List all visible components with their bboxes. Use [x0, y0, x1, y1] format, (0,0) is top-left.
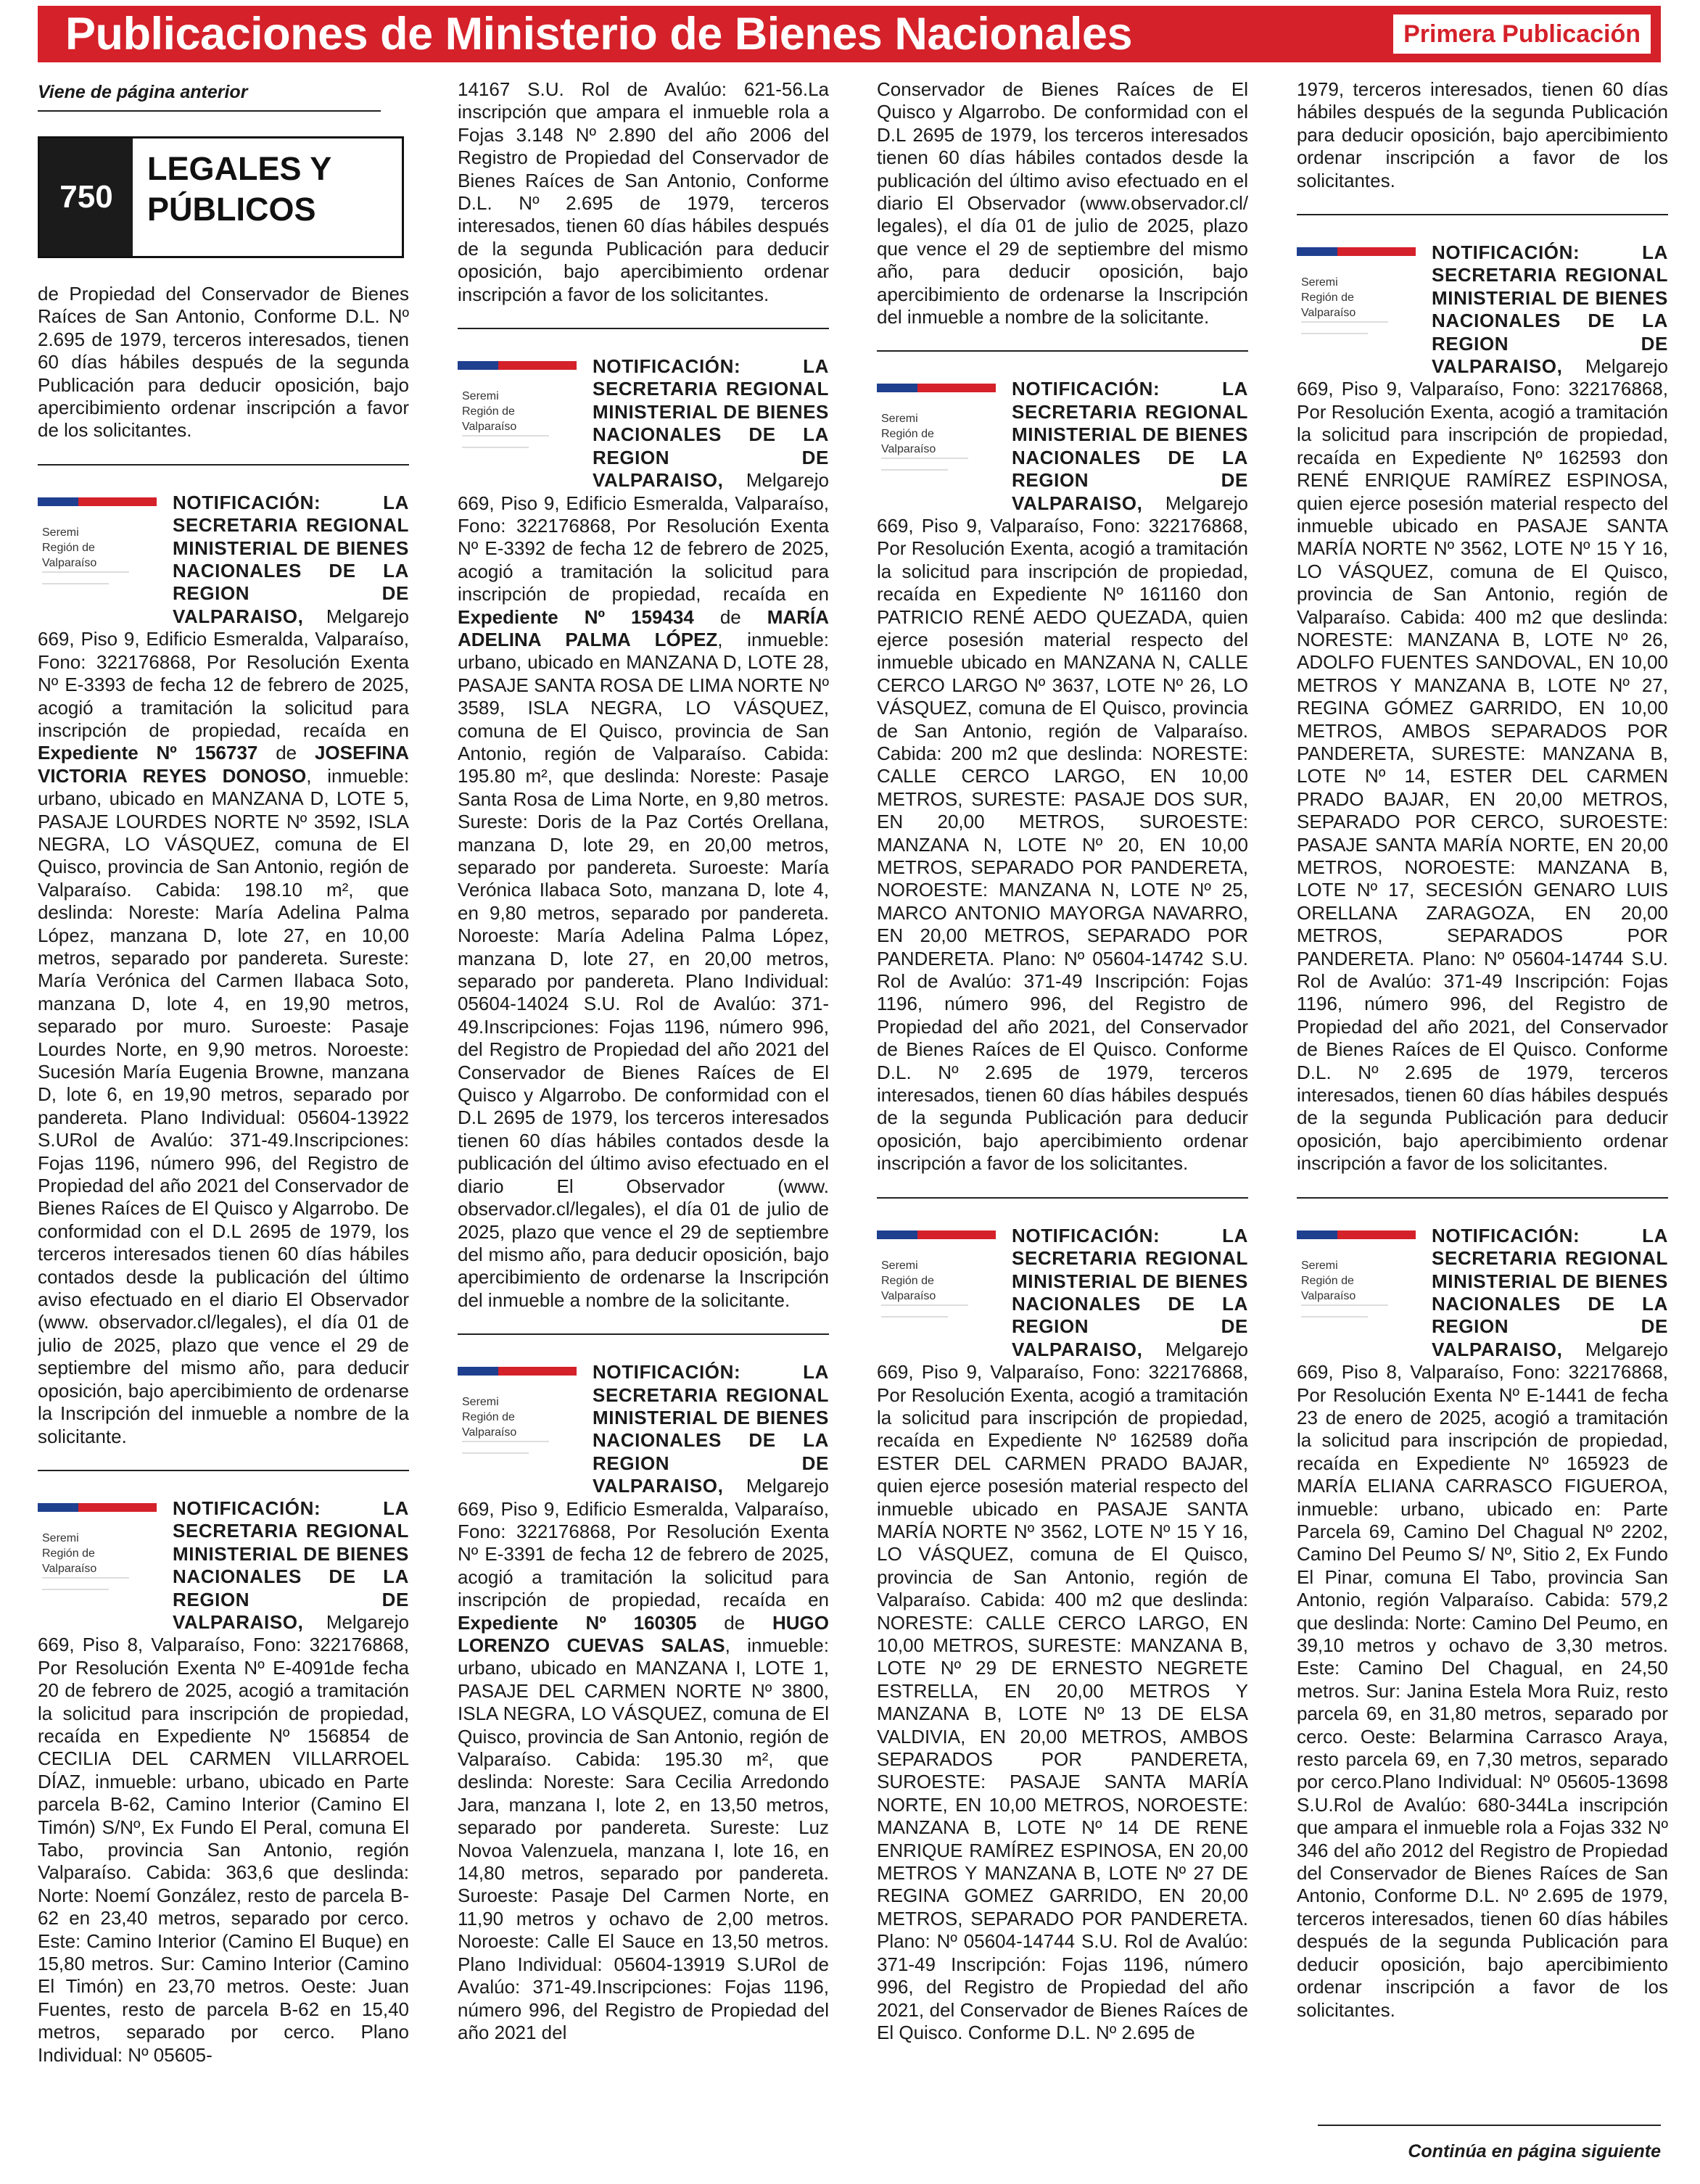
section-title-line: LEGALES Y	[147, 150, 332, 187]
next-page-note: Continúa en página siguiente	[1408, 2141, 1661, 2162]
notice	[458, 355, 829, 1312]
notice	[877, 378, 1248, 1175]
divider	[1318, 2125, 1661, 2126]
notice	[877, 1225, 1248, 2045]
notice-text: NOTIFICACIÓN: LA SECRETARIA REGIONAL MINISTERIAL DE BIENES NACIONALES DE LA REGION DE VALPARAISO, Melgarejo 669, Piso 9, Edificio Esmeralda, Valparaíso, Fono: 322176868, Por Resolución Exenta Nº E-3392 de fecha 12 de febrero de 2025, acogió a tramitación la solicitud para inscripción de propiedad, recaída en Expediente Nº 159434 de MARÍA ADELINA PALMA LÓPEZ, inmueble: urbano, ubicado en MANZANA D, LOTE 28, PASAJE SANTA ROSA DE LIMA NORTE Nº 3589, ISLA NEGRA, LO VÁSQUEZ, comuna de El Quisco, provincia de San Antonio, región de Valparaíso. Cabida: 195.80 m², que deslinda: Noreste: Pasaje Santa Rosa de Lima Norte, en 9,80 metros. Sureste: Doris de la Paz Cortés Orellana, manzana D, lote 29, en 20,00 metros, separado por pandereta. Suroeste: María Verónica Ilabaca Soto, manzana D, lote 4, en 9,80 metros, separado por pandereta. Noroeste: María Adelina Palma López, manzana D, lote 27, en 20,00 metros, separado por pandereta. Plano Individual: 05604-14024 S.U. Rol de Avalúo: 371-49.Inscripciones: Fojas 1196, número 996, del Registro de Propiedad del año 2021 del Conservador de Bienes Raíces de El Quisco y Algarrobo. De conformidad con el D.L 2695 de 1979, los terceros interesados tienen 60 días hábiles contados desde la publicación del último aviso efectuado en el diario El Observador (www. observador.cl/legales), el día 01 de julio de 2025, plazo que vence el 29 de septiembre del mismo año, para deducir oposición, bajo apercibimiento de ordenarse la Inscripción del inmueble a nombre de la solicitante.	[458, 355, 829, 1311]
carry-over-text: 14167 S.U. Rol de Avalúo: 621-56.La inscripción que ampara el inmueble rola a Fojas 3.148 Nº 2.890 del año 2006 del Registro de Propiedad del Conservador de Bienes Raíces de San Antonio, Conforme D.L. Nº 2.695 de 1979, terceros interesados, tienen 60 días hábiles después de la segunda Publicación para deducir oposición, bajo apercibimiento ordenar inscripción a favor de los solicitantes.	[458, 78, 829, 305]
notice-text: NOTIFICACIÓN: LA SECRETARIA REGIONAL MINISTERIAL DE BIENES NACIONALES DE LA REGION DE VALPARAISO, Melgarejo 669, Piso 8, Valparaíso, Fono: 322176868, Por Resolución Exenta Nº E-1441 de fecha 23 de enero de 2025, acogió a tramitación la solicitud para inscripción de propiedad, recaída en Expediente Nº 165923 de MARÍA ELIANA CARRASCO FIGUEROA, inmueble: urbano, ubicado en: Parte Parcela 69, Camino Del Chagual Nº 2202, Camino Del Peumo S/ Nº, Sitio 2, Ex Fundo El Pinar, comuna El Tabo, provincia San Antonio, región Valparaíso. Cabida: 579,2 que deslinda: Norte: Camino Del Peumo, en 39,10 metros y ochavo de 3,30 metros. Este: Camino Del Chagual, en 24,50 metros. Sur: Janina Estela Mora Ruiz, resto parcela 69, en 31,80 metros, separado por cerco. Oeste: Belarmina Carrasco Araya, resto parcela 69, en 7,30 metros, separado por cerco.Plano Individual: Nº 05605-13698 S.U.Rol de Avalúo: 680-344La inscripción que ampara el inmueble rola a Fojas 332 Nº 346 del año 2012 del Registro de Propiedad del Conservador de Bienes Raíces de San Antonio, Conforme D.L. Nº 2.695 de 1979, terceros interesados, tienen 60 días hábiles después de la segunda Publicación para deducir oposición, bajo apercibimiento ordenar inscripción a favor de los solicitantes.	[1297, 1224, 1668, 2021]
notice	[1297, 1225, 1668, 2022]
publication-badge: Primera Publicación	[1393, 15, 1651, 54]
seremi-logo: Seremi Región de Valparaíso	[38, 497, 168, 613]
section-title	[133, 138, 331, 256]
seremi-logo: Seremi Región de Valparaíso	[458, 1367, 588, 1483]
seremi-logo: Seremi Región de Valparaíso	[38, 1503, 168, 1619]
page-banner	[38, 6, 1661, 62]
seremi-logo: Seremi Región de Valparaíso	[1297, 1230, 1427, 1347]
seremi-logo: Seremi Región de Valparaíso	[458, 361, 588, 477]
divider	[1297, 1197, 1668, 1199]
divider	[877, 350, 1248, 352]
divider	[458, 1333, 829, 1335]
notice-text: NOTIFICACIÓN: LA SECRETARIA REGIONAL MINISTERIAL DE BIENES NACIONALES DE LA REGION DE VALPARAISO, Melgarejo 669, Piso 9, Valparaíso, Fono: 322176868, Por Resolución Exenta, acogió a tramitación la solicitud para inscripción de propiedad, recaída en Expediente Nº 162589 doña ESTER DEL CARMEN PRADO BAJAR, quien ejerce posesión material respecto del inmueble ubicado en PASAJE SANTA MARÍA NORTE Nº 3562, LOTE Nº 15 Y 16, LO VÁSQUEZ, comuna de El Quisco, provincia de San Antonio, región de Valparaíso. Cabida: 400 m2 que deslinda: NORESTE: CALLE CERCO LARGO, EN 10,00 METROS, SURESTE: MANZANA B, LOTE Nº 29 DE ERNESTO NEGRETE ESTRELLA, EN 20,00 METROS Y MANZANA B, LOTE Nº 13 DE ELSA VALDIVIA, EN 20,00 METROS, AMBOS SEPARADOS POR PANDERETA, SUROESTE: PASAJE SANTA MARÍA NORTE, EN 10,00 METROS, NOROESTE: MANZANA B, LOTE Nº 14 DE RENE ENRIQUE RAMÍREZ ESPINOSA, EN 20,00 METROS Y MANZANA B, LOTE Nº 27 DE REGINA GOMEZ GARRIDO, EN 20,00 METROS, SEPARADO POR PANDERETA. Plano: Nº 05604-14744 S.U. Rol de Avalúo: 371-49 Inscripción: Fojas 1196, número 996, del Registro de Propiedad del año 2021, del Conservador de Bienes Raíces de El Quisco. Conforme D.L. Nº 2.695 de	[877, 1224, 1248, 2043]
notice	[1297, 241, 1668, 1175]
notice-heading: NOTIFICACIÓN: LA SECRETARIA REGIONAL MINISTERIAL DE BIENES NACIONALES DE LA REGION DE VALPARAISO,	[1012, 1224, 1248, 1360]
notice-heading: NOTIFICACIÓN: LA SECRETARIA REGIONAL MINISTERIAL DE BIENES NACIONALES DE LA REGION DE VALPARAISO,	[173, 491, 409, 627]
carry-over-text: de Propiedad del Conservador de Bienes Raíces de San Antonio, Conforme D.L. Nº 2.695 de 1979, terceros interesados, tienen 60 días hábiles después de la segunda Publicación para deducir oposición, bajo apercibimiento ordenar inscripción a favor de los solicitantes.	[38, 283, 409, 442]
notice-heading: NOTIFICACIÓN: LA SECRETARIA REGIONAL MINISTERIAL DE BIENES NACIONALES DE LA REGION DE VALPARAISO,	[1432, 1224, 1668, 1360]
seremi-logo: Seremi Región de Valparaíso	[1297, 247, 1427, 363]
notice	[458, 1361, 829, 2044]
notice-heading: NOTIFICACIÓN: LA SECRETARIA REGIONAL MINISTERIAL DE BIENES NACIONALES DE LA REGION DE VALPARAISO,	[593, 355, 829, 492]
divider	[877, 1197, 1248, 1199]
section-number: 750	[40, 138, 133, 256]
notice	[38, 492, 409, 1448]
notice-text: NOTIFICACIÓN: LA SECRETARIA REGIONAL MINISTERIAL DE BIENES NACIONALES DE LA REGION DE VALPARAISO, Melgarejo 669, Piso 9, Edificio Esmeralda, Valparaíso, Fono: 322176868, Por Resolución Exenta Nº E-3393 de fecha 12 de febrero de 2025, acogió a tramitación la solicitud para inscripción de propiedad, recaída en Expediente Nº 156737 de JOSEFINA VICTORIA REYES DONOSO, inmueble: urbano, ubicado en MANZANA D, LOTE 5, PASAJE LOURDES NORTE Nº 3592, ISLA NEGRA, LO VÁSQUEZ, comuna de El Quisco, provincia de San Antonio, región de Valparaíso. Cabida: 198.10 m², que deslinda: Noreste: María Adelina Palma López, manzana D, lote 27, en 10,00 metros, separado por pandereta. Sureste: María Verónica del Carmen Ilabaca Soto, manzana D, lote 4, en 19,90 metros, separado por muro. Suroeste: Pasaje Lourdes Norte, en 9,90 metros. Noroeste: Sucesión María Eugenia Browne, manzana D, lote 6, en 19,90 metros, separado por pandereta. Plano Individual: 05604-13922 S.URol de Avalúo: 371-49.Inscripciones: Fojas 1196, número 996, del Registro de Propiedad del año 2021 del Conservador de Bienes Raíces de El Quisco y Algarrobo. De conformidad con el D.L 2695 de 1979, los terceros interesados tienen 60 días hábiles contados desde la publicación del último aviso efectuado en el diario El Observador (www. observador.cl/legales), el día 01 de julio de 2025, plazo que vence el 29 de septiembre del mismo año, para deducir oposición, bajo apercibimiento de ordenarse la Inscripción del inmueble a nombre de la solicitante.	[38, 491, 409, 1447]
carry-over-text: 1979, terceros interesados, tienen 60 días hábiles después de la segunda Publicación para deducir oposición, bajo apercibimiento ordenar inscripción a favor de los solicitantes.	[1297, 78, 1668, 191]
column-3	[877, 78, 1248, 2167]
notice-heading: NOTIFICACIÓN: LA SECRETARIA REGIONAL MINISTERIAL DE BIENES NACIONALES DE LA REGION DE VALPARAISO,	[1432, 241, 1668, 378]
notice-heading: NOTIFICACIÓN: LA SECRETARIA REGIONAL MINISTERIAL DE BIENES NACIONALES DE LA REGION DE VALPARAISO,	[593, 1361, 829, 1497]
carry-over-text: Conservador de Bienes Raíces de El Quisco y Algarrobo. De conformidad con el D.L 2695 de 1979, los terceros interesados tienen 60 días hábiles contados desde la publicación del último aviso efectuado en el diario El Observador (www.observador.cl/ legales), el día 01 de julio de 2025, plazo que vence el 29 de septiembre del mismo año, para deducir oposición, bajo apercibimiento de ordenarse la Inscripción del inmueble a nombre de la solicitante.	[877, 78, 1248, 328]
column-2	[458, 78, 829, 2167]
divider	[458, 328, 829, 329]
seremi-logo: Seremi Región de Valparaíso	[877, 1230, 1007, 1347]
column-1	[38, 78, 409, 2167]
notice-heading: NOTIFICACIÓN: LA SECRETARIA REGIONAL MINISTERIAL DE BIENES NACIONALES DE LA REGION DE VALPARAISO,	[173, 1497, 409, 1633]
divider	[38, 1470, 409, 1471]
notice-text: NOTIFICACIÓN: LA SECRETARIA REGIONAL MINISTERIAL DE BIENES NACIONALES DE LA REGION DE VALPARAISO, Melgarejo 669, Piso 8, Valparaíso, Fono: 322176868, Por Resolución Exenta Nº E-4091de fecha 20 de febrero de 2025, acogió a tramitación la solicitud para inscripción de propiedad, recaída en Expediente Nº 156854 de CECILIA DEL CARMEN VILLARROEL DÍAZ, inmueble: urbano, ubicado en Parte parcela B-62, Camino Interior (Camino El Timón) S/Nº, Ex Fundo El Peral, comuna El Tabo, provincia San Antonio, región Valparaíso. Cabida: 363,6 que deslinda: Norte: Noemí González, resto de parcela B-62 en 23,40 metros, separado por cerco. Este: Camino Interior (Camino El Buque) en 15,80 metros. Sur: Camino Interior (Camino El Timón) en 23,70 metros. Oeste: Juan Fuentes, resto de parcela B-62 en 15,40 metros, separado por cerco. Plano Individual: Nº 05605-	[38, 1497, 409, 2066]
notice-text: NOTIFICACIÓN: LA SECRETARIA REGIONAL MINISTERIAL DE BIENES NACIONALES DE LA REGION DE VALPARAISO, Melgarejo 669, Piso 9, Valparaíso, Fono: 322176868, Por Resolución Exenta, acogió a tramitación la solicitud para inscripción de propiedad, recaída en Expediente Nº 161160 don PATRICIO RENÉ AEDO QUEZADA, quien ejerce posesión material respecto del inmueble ubicado en MANZANA N, CALLE CERCO LARGO Nº 3637, LOTE Nº 26, LO VÁSQUEZ, comuna de El Quisco, provincia de San Antonio, región de Valparaíso. Cabida: 200 m2 que deslinda: NORESTE: CALLE CERCO LARGO, EN 10,00 METROS, SURESTE: PASAJE DOS SUR, EN 20,00 METROS, SUROESTE: MANZANA N, LOTE Nº 20, EN 10,00 METROS, SEPARADO POR PANDERETA, NOROESTE: MANZANA N, LOTE Nº 25, MARCO ANTONIO MAYORGA NAVARRO, EN 20,00 METROS, SEPARADO POR PANDERETA. Plano: Nº 05604-14742 S.U. Rol de Avalúo: 371-49 Inscripción: Fojas 1196, número 996, del Registro de Propiedad del año 2021, del Conservador de Bienes Raíces de El Quisco. Conforme D.L. Nº 2.695 de 1979, terceros interesados, tienen 60 días hábiles después de la segunda Publicación para deducir oposición, bajo apercibimiento ordenar inscripción a favor de los solicitantes.	[877, 378, 1248, 1175]
page-title: Publicaciones de Ministerio de Bienes Nacionales	[65, 9, 1132, 59]
notice-heading: NOTIFICACIÓN: LA SECRETARIA REGIONAL MINISTERIAL DE BIENES NACIONALES DE LA REGION DE VALPARAISO,	[1012, 378, 1248, 514]
notice-text: NOTIFICACIÓN: LA SECRETARIA REGIONAL MINISTERIAL DE BIENES NACIONALES DE LA REGION DE VALPARAISO, Melgarejo 669, Piso 9, Valparaíso, Fono: 322176868, Por Resolución Exenta, acogió a tramitación la solicitud para inscripción de propiedad, recaída en Expediente Nº 162593 don RENÉ ENRIQUE RAMÍREZ ESPINOSA, quien ejerce posesión material respecto del inmueble ubicado en PASAJE SANTA MARÍA NORTE Nº 3562, LOTE Nº 15 Y 16, LO VÁSQUEZ, comuna de El Quisco, provincia de San Antonio, región de Valparaíso. Cabida: 400 m2 que deslinda: NORESTE: MANZANA B, LOTE Nº 26, ADOLFO FUENTES SANDOVAL, EN 10,00 METROS Y MANZANA B, LOTE Nº 27, REGINA GÓMEZ GARRIDO, EN 10,00 METROS, AMBOS SEPARADOS POR PANDERETA, SURESTE: MANZANA B, LOTE Nº 14, ESTER DEL CARMEN PRADO BAJAR, EN 20,00 METROS, SEPARADO POR CERCO, SUROESTE: PASAJE SANTA MARÍA NORTE, EN 20,00 METROS, NOROESTE: MANZANA B, LOTE Nº 17, SECESIÓN GENARO LUIS ORELLANA ZARAGOZA, EN 20,00 METROS, SEPARADOS POR PANDERETA. Plano: Nº 05604-14744 S.U. Rol de Avalúo: 371-49 Inscripción: Fojas 1196, número 996, del Registro de Propiedad del año 2021, del Conservador de Bienes Raíces de El Quisco. Conforme D.L. Nº 2.695 de 1979, terceros interesados, tienen 60 días hábiles después de la segunda Publicación para deducir oposición, bajo apercibimiento ordenar inscripción a favor de los solicitantes.	[1297, 241, 1668, 1175]
notice	[38, 1497, 409, 2067]
seremi-logo: Seremi Región de Valparaíso	[877, 384, 1007, 500]
divider	[38, 110, 381, 112]
divider	[38, 464, 409, 466]
section-box	[38, 136, 404, 258]
notice-text: NOTIFICACIÓN: LA SECRETARIA REGIONAL MINISTERIAL DE BIENES NACIONALES DE LA REGION DE VALPARAISO, Melgarejo 669, Piso 9, Edificio Esmeralda, Valparaíso, Fono: 322176868, Por Resolución Exenta Nº E-3391 de fecha 12 de febrero de 2025, acogió a tramitación la solicitud para inscripción de propiedad, recaída en Expediente Nº 160305 de HUGO LORENZO CUEVAS SALAS, inmueble: urbano, ubicado en MANZANA I, LOTE 1, PASAJE DEL CARMEN NORTE Nº 3800, ISLA NEGRA, LO VÁSQUEZ, comuna de El Quisco, provincia de San Antonio, región de Valparaíso. Cabida: 195.30 m², que deslinda: Noreste: Sara Cecilia Arredondo Jara, manzana I, lote 2, en 13,50 metros, separado por pandereta. Sureste: Luz Novoa Valenzuela, manzana I, lote 16, en 14,80 metros, separado por pandereta. Suroeste: Pasaje Del Carmen Norte, en 11,90 metros y ochavo de 2,00 metros. Noroeste: Calle El Sauce en 13,50 metros. Plano Individual: 05604-13919 S.URol de Avalúo: 371-49.Inscripciones: Fojas 1196, número 996, del Registro de Propiedad del año 2021 del	[458, 1361, 829, 2043]
column-4	[1297, 78, 1668, 2167]
section-title-line: PÚBLICOS	[147, 191, 316, 228]
prev-page-note: Viene de página anterior	[38, 82, 248, 102]
divider	[1297, 214, 1668, 215]
